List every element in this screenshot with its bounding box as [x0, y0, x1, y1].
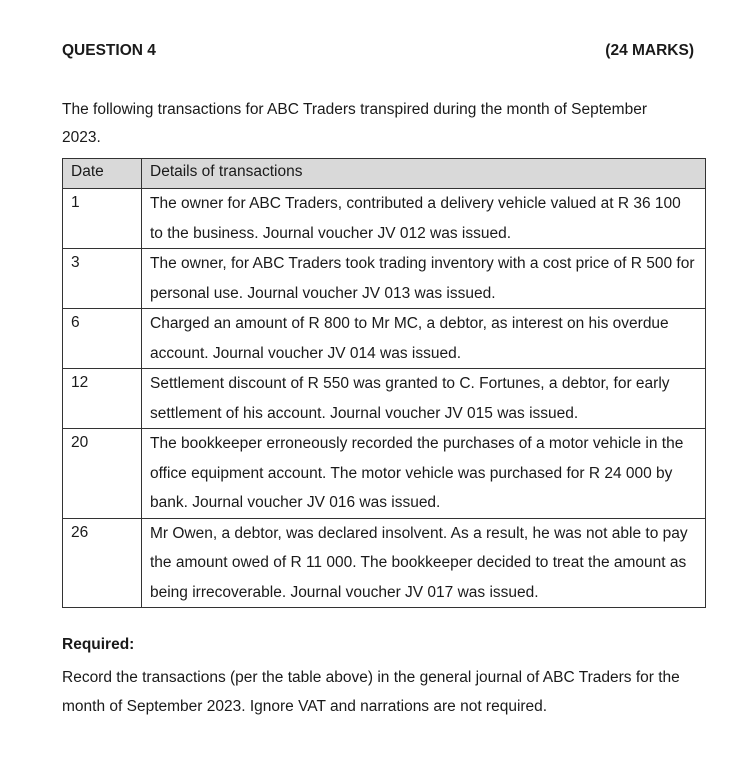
question-marks: (24 MARKS) [605, 42, 694, 59]
question-header [62, 42, 694, 62]
row-details: Mr Owen, a debtor, was declared insolvent. As a result, he was not able to pay the amount owed of R 11 000. The bookkeeper decided to treat the amount as being irrecoverable. Journal voucher JV 017 was issued. [142, 518, 706, 608]
row-date: 1 [63, 189, 142, 249]
table-row [63, 369, 706, 429]
required-heading: Required: [62, 636, 135, 653]
table-row [63, 309, 706, 369]
table-row [63, 249, 706, 309]
row-details: The owner for ABC Traders, contributed a delivery vehicle valued at R 36 100 to the business. Journal voucher JV 012 was issued. [142, 189, 706, 249]
header-date: Date [63, 159, 142, 189]
question-title: QUESTION 4 [62, 42, 156, 59]
header-details: Details of transactions [142, 159, 706, 189]
table-row [63, 429, 706, 519]
row-date: 6 [63, 309, 142, 369]
row-date: 26 [63, 518, 142, 608]
transactions-table [62, 158, 706, 608]
row-details: The owner, for ABC Traders took trading inventory with a cost price of R 500 for personal use. Journal voucher JV 013 was issued. [142, 249, 706, 309]
row-details: Settlement discount of R 550 was granted to C. Fortunes, a debtor, for early settlement of his account. Journal voucher JV 015 was issued. [142, 369, 706, 429]
table-row [63, 518, 706, 608]
row-date: 3 [63, 249, 142, 309]
row-details: The bookkeeper erroneously recorded the purchases of a motor vehicle in the office equipment account. The motor vehicle was purchased for R 24 000 by bank. Journal voucher JV 016 was issued. [142, 429, 706, 519]
table-row [63, 189, 706, 249]
table-header-row [63, 159, 706, 189]
intro-paragraph: The following transactions for ABC Traders transpired during the month of September 2023. [62, 101, 647, 146]
row-details: Charged an amount of R 800 to Mr MC, a debtor, as interest on his overdue account. Journal voucher JV 014 was issued. [142, 309, 706, 369]
row-date: 12 [63, 369, 142, 429]
required-text: Record the transactions (per the table above) in the general journal of ABC Traders for the month of September 2023. Ignore VAT and narrations are not required. [62, 669, 680, 715]
row-date: 20 [63, 429, 142, 519]
